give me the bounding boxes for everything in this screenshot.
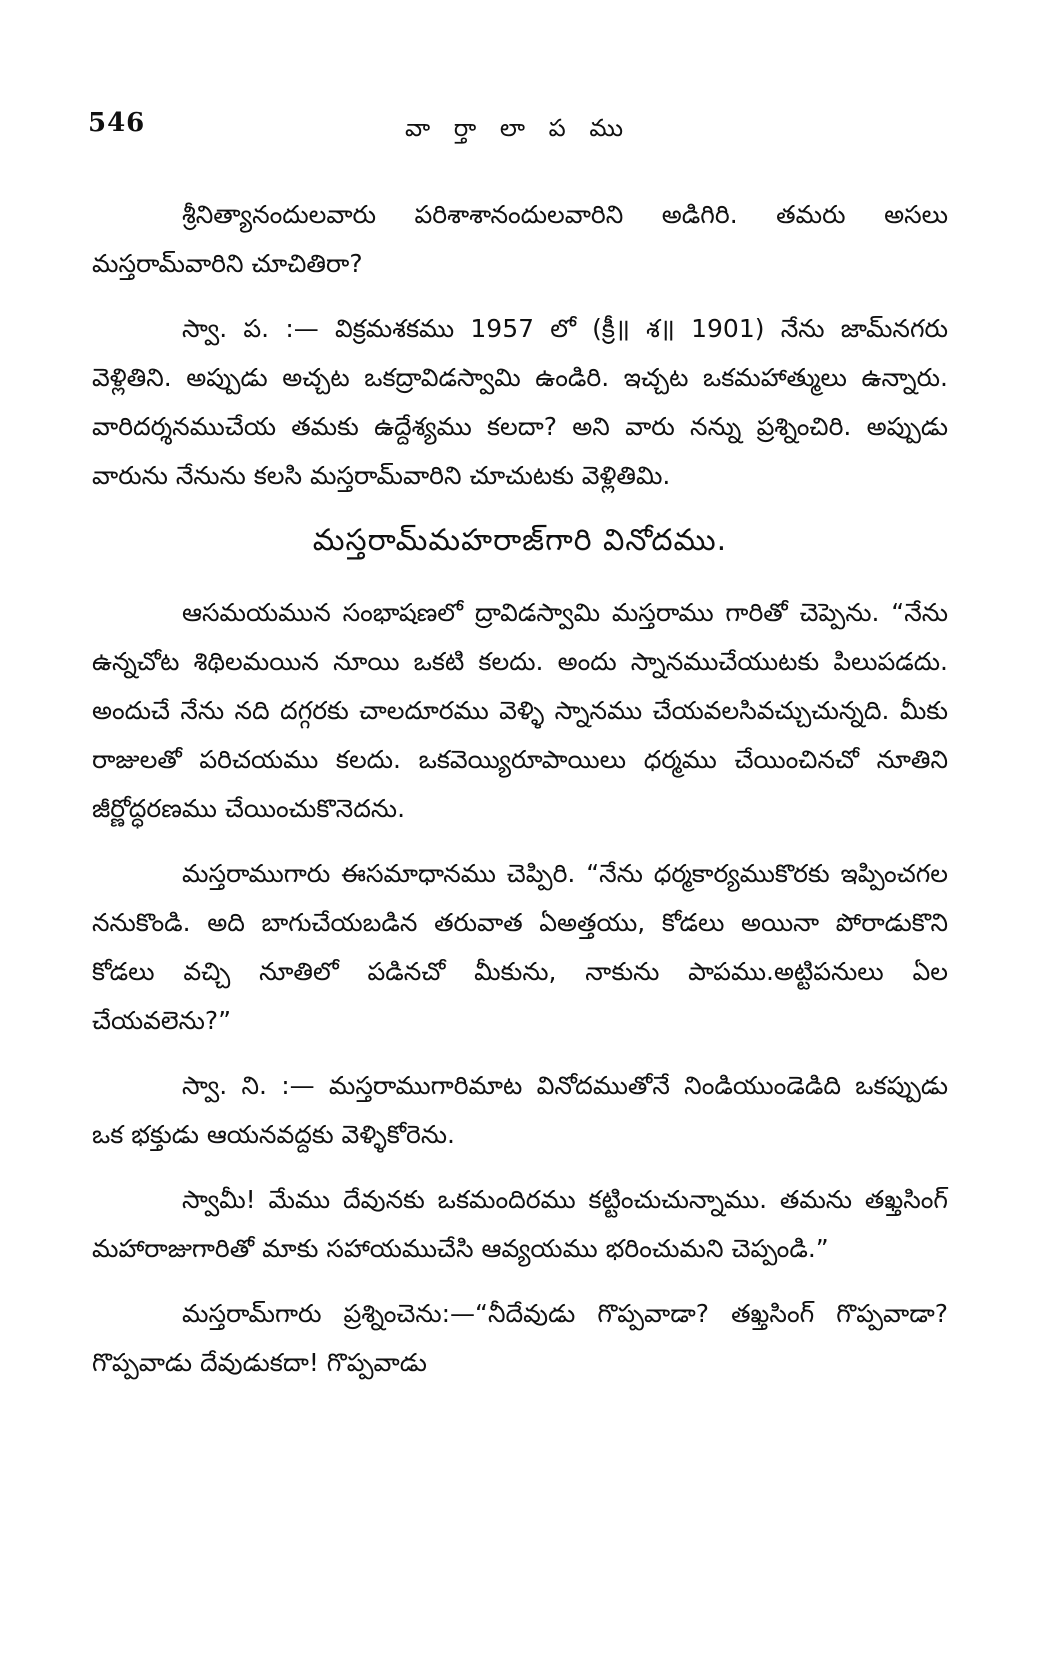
section-heading: మస్తరామ్‌మహరాజ్‌గారి వినోదము. <box>312 523 728 558</box>
paragraph: స్వా. ని. :— మస్తరాముగారిమాట వినోదముతోనే నిండియుండెడిది ఒకప్పుడు ఒక భక్తుడు ఆయనవద్దకు వెళ్ళికోరెను. <box>92 1071 948 1149</box>
body-text <box>92 190 948 1403</box>
page-number: 546 <box>88 108 146 138</box>
running-title: వా ర్తా లా ప ము <box>404 114 632 142</box>
paragraph: స్వామీ! మేము దేవునకు ఒకమందిరము కట్టించుచున్నాము. తమను తఖ్తసింగ్ మహారాజుగారితో మాకు సహాయముచేసి ఆవ్యయము భరించుమని చెప్పండి.” <box>92 1185 948 1263</box>
page-header <box>88 108 948 148</box>
paragraph: మస్తరామ్‌గారు ప్రశ్నించెను:—“నీదేవుడు గొప్పవాడా? తఖ్తసింగ్ గొప్పవాడా? గొప్పవాడు దేవుడుకదా! గొప్పవాడు <box>92 1299 948 1377</box>
paragraph: స్వా. ప. :— విక్రమశకము 1957 లో (క్రీ॥ శ॥ 1901) నేను జామ్‌నగరు వెళ్లితిని. అప్పుడు అచ్చట ఒకద్రావిడస్వామి ఉండిరి. ఇచ్చట ఒకమహాత్ములు ఉన్నారు. వారిదర్శనముచేయ తమకు ఉద్దేశ్యము కలదా? అని వారు నన్ను ప్రశ్నించిరి. అప్పుడు వారును నేనును కలసి మస్తరామ్‌వారిని చూచుటకు వెళ్లితిమి. <box>92 314 948 490</box>
paragraph: ఆసమయమున సంభాషణలో ద్రావిడస్వామి మస్తరాము గారితో చెప్పెను. “నేను ఉన్నచోట శిథిలమయిన నూయి ఒకటి కలదు. అందు స్నానముచేయుటకు పిలుపడదు. అందుచే నేను నది దగ్గరకు చాలదూరము వెళ్ళి స్నానము చేయవలసివచ్చుచున్నది. మీకు రాజులతో పరిచయము కలదు. ఒకవెయ్యిరూపాయిలు ధర్మము చేయించినచో నూతిని జీర్ణోద్ధరణము చేయించుకొనెదను. <box>92 598 948 823</box>
paragraph: శ్రీనిత్యానందులవారు పరిశాశానందులవారిని అడిగిరి. తమరు అసలు మస్తరామ్‌వారిని చూచితిరా? <box>92 200 948 278</box>
paragraph: మస్తరాముగారు ఈసమాధానము చెప్పిరి. “నేను ధర్మకార్యముకొరకు ఇప్పించగల ననుకొండి. అది బాగుచేయబడిన తరువాత ఏఅత్తయు, కోడలు అయినా పోరాడుకొని కోడలు వచ్చి నూతిలో పడినచో మీకును, నాకును పాపము.అట్టిపనులు ఏల చేయవలెను?” <box>92 859 948 1035</box>
